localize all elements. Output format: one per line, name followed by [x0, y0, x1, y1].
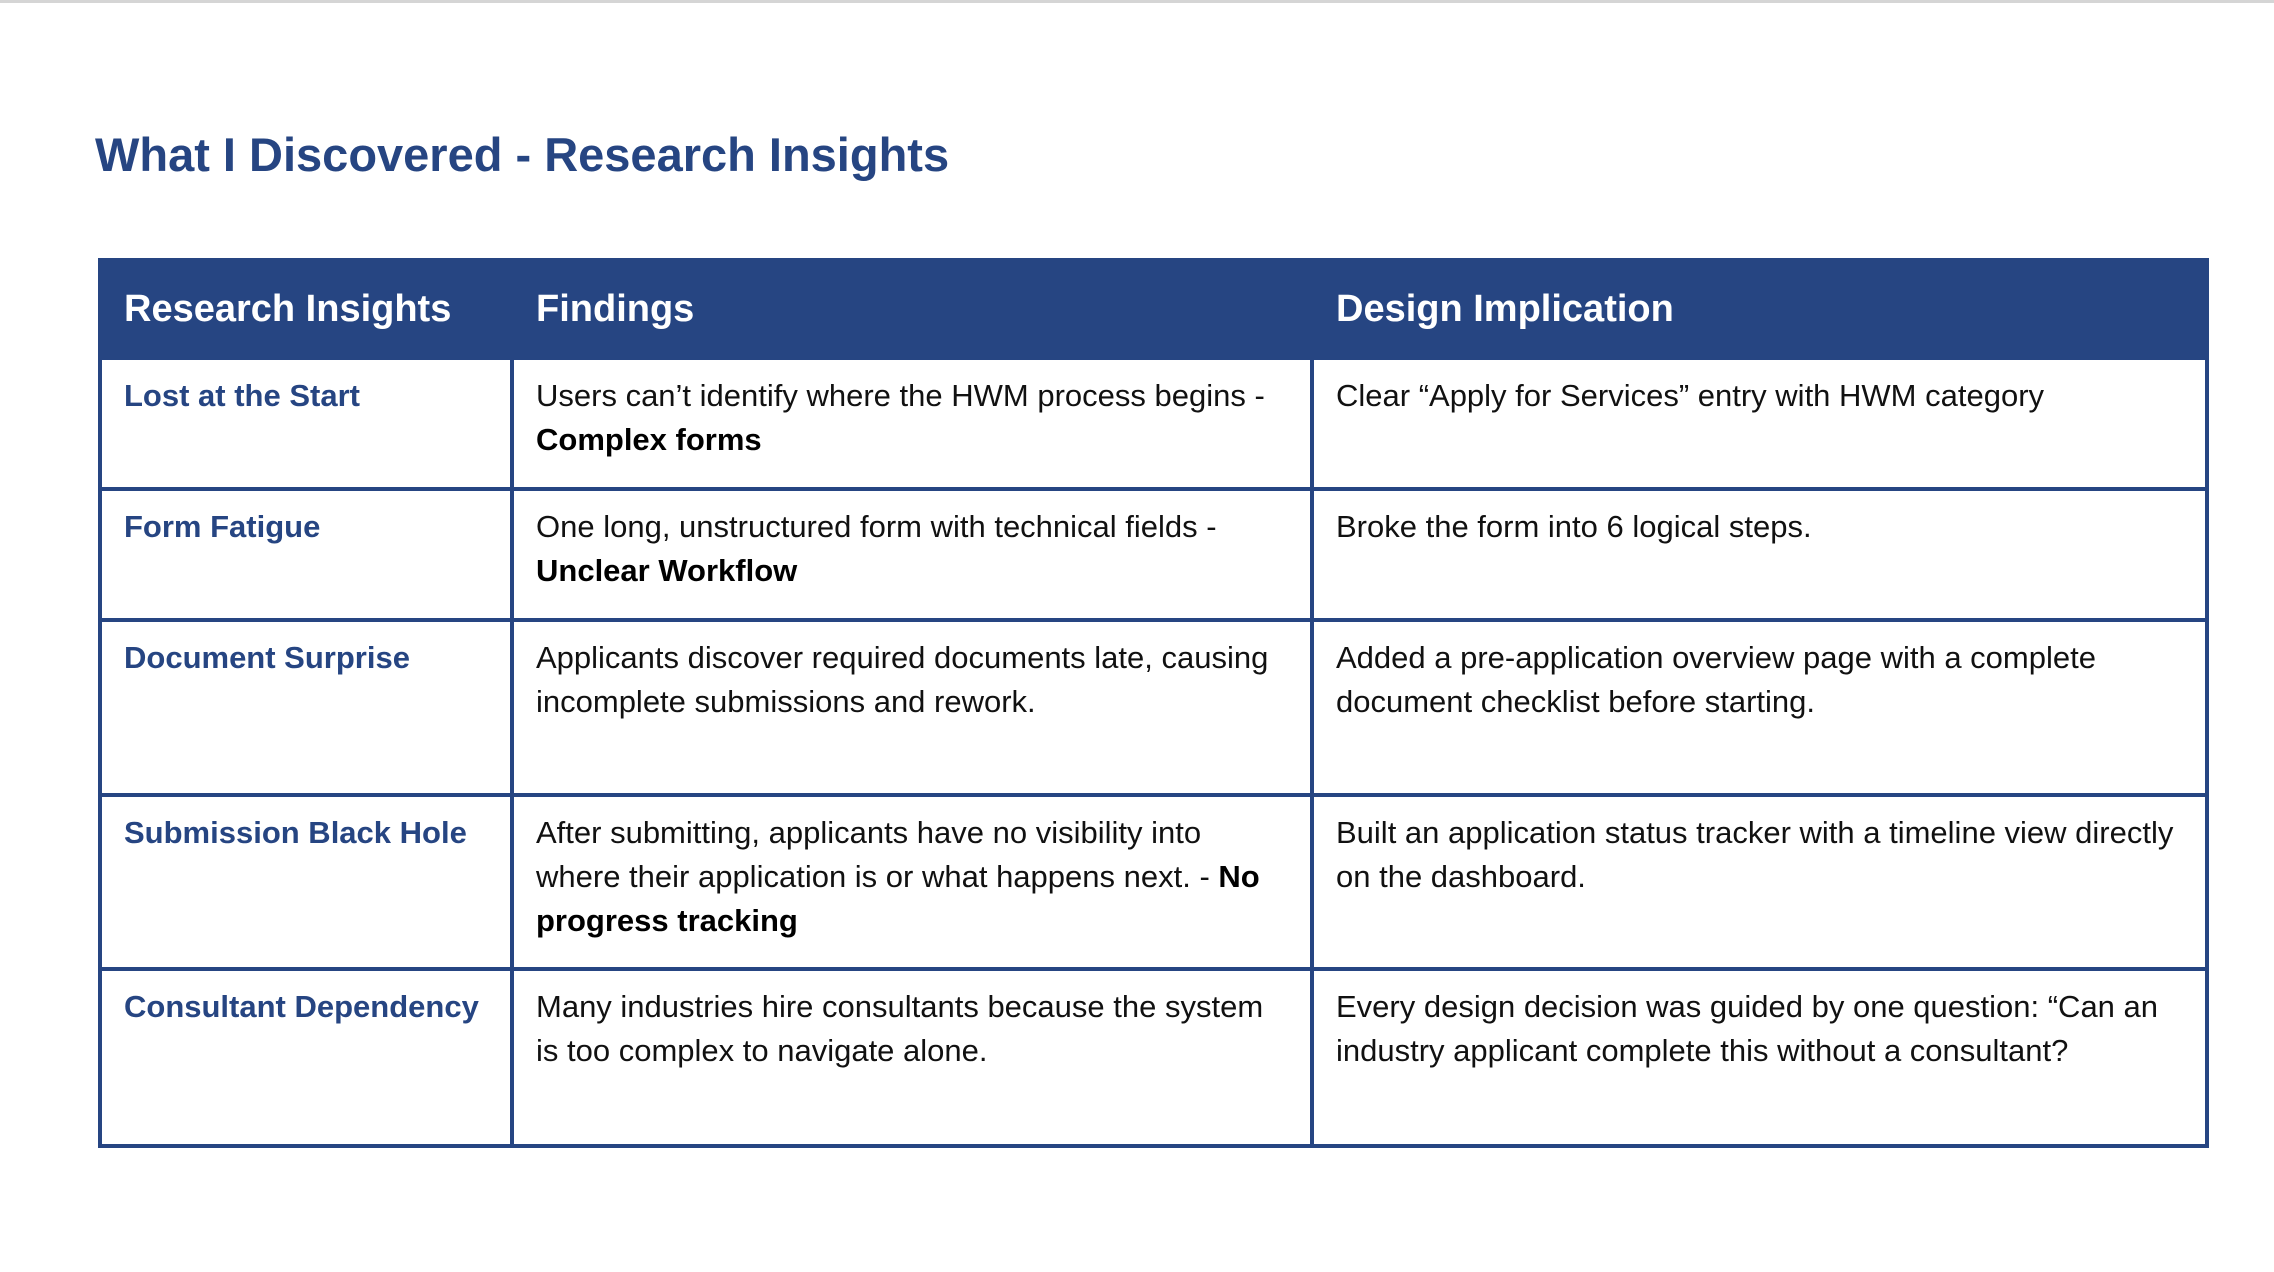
- finding-text: One long, unstructured form with technical fields -: [536, 509, 1217, 544]
- finding-emphasis: No progress tracking: [536, 859, 1260, 938]
- table-row: [100, 489, 2207, 620]
- finding-cell: [512, 489, 1312, 620]
- insight-cell: Submission Black Hole: [100, 795, 512, 969]
- finding-cell: [512, 795, 1312, 969]
- implication-cell: Added a pre-application overview page with a complete document checklist before starting.: [1312, 620, 2207, 795]
- implication-cell: Every design decision was guided by one question: “Can an industry applicant complete this without a consultant?: [1312, 969, 2207, 1146]
- insight-cell: Form Fatigue: [100, 489, 512, 620]
- finding-text: Many industries hire consultants because the system is too complex to navigate alone.: [536, 989, 1264, 1068]
- page-title: What I Discovered - Research Insights: [95, 128, 950, 181]
- finding-text: After submitting, applicants have no visibility into where their application is or what happens next. -: [536, 815, 1210, 894]
- insight-cell: Document Surprise: [100, 620, 512, 795]
- table-row: [100, 358, 2207, 489]
- implication-cell: Clear “Apply for Services” entry with HWM category: [1312, 358, 2207, 489]
- implication-cell: Built an application status tracker with a timeline view directly on the dashboard.: [1312, 795, 2207, 969]
- header-research-insights: Research Insights: [100, 260, 512, 358]
- table-header-row: [100, 260, 2207, 358]
- header-findings: Findings: [512, 260, 1312, 358]
- finding-cell: [512, 969, 1312, 1146]
- insight-cell: Lost at the Start: [100, 358, 512, 489]
- implication-cell: Broke the form into 6 logical steps.: [1312, 489, 2207, 620]
- finding-emphasis: Complex forms: [536, 422, 762, 457]
- finding-cell: [512, 620, 1312, 795]
- table-row: [100, 795, 2207, 969]
- top-divider: [0, 0, 2274, 3]
- insight-cell: Consultant Dependency: [100, 969, 512, 1146]
- research-insights-table: [98, 258, 2209, 1148]
- finding-text: Applicants discover required documents late, causing incomplete submissions and rework.: [536, 640, 1269, 719]
- finding-text: Users can’t identify where the HWM process begins -: [536, 378, 1265, 413]
- header-design-implication: Design Implication: [1312, 260, 2207, 358]
- finding-emphasis: Unclear Workflow: [536, 553, 798, 588]
- table-row: [100, 969, 2207, 1146]
- finding-cell: [512, 358, 1312, 489]
- table-row: [100, 620, 2207, 795]
